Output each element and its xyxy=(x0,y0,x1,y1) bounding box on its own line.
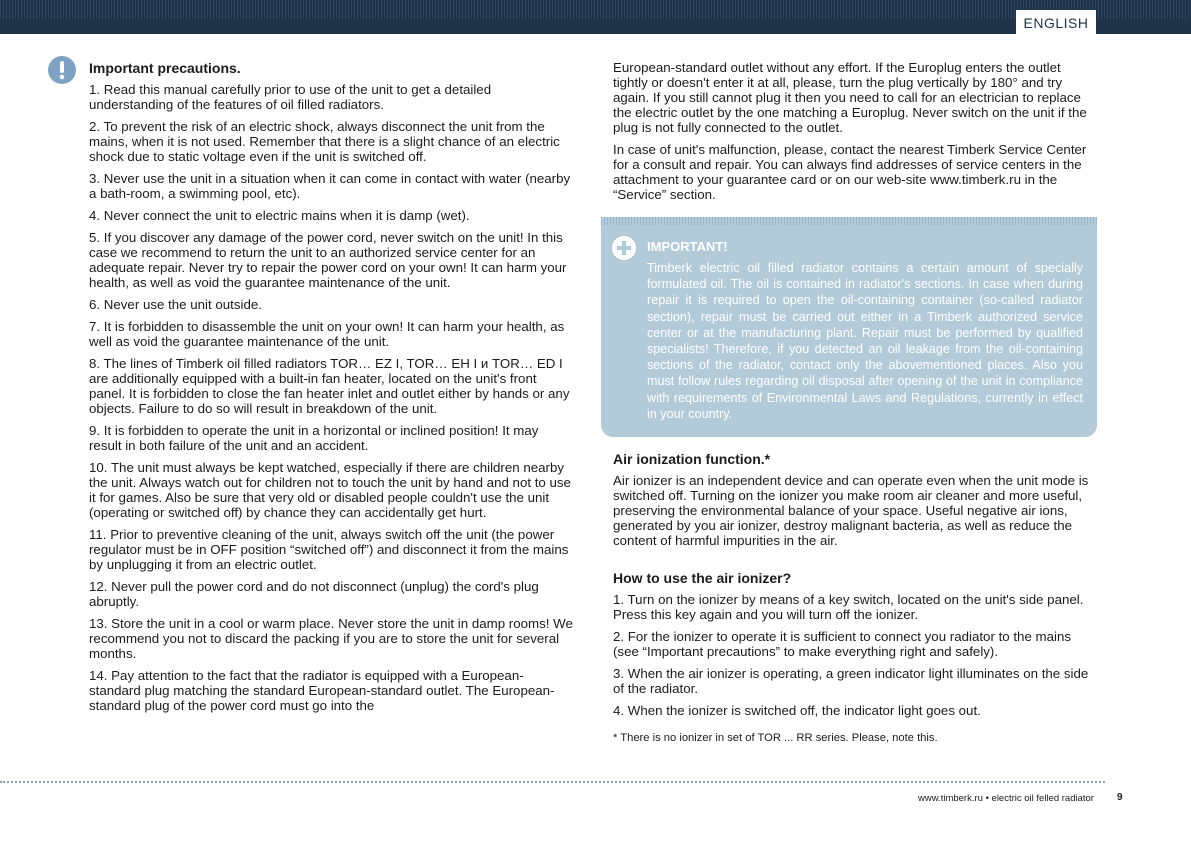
precaution-item: 7. It is forbidden to disassemble the unit on your own! It can harm your health, as well as void the guarantee maintenance of the unit. xyxy=(89,319,565,349)
precaution-item: 13. Store the unit in a cool or warm place. Never store the unit in damp rooms! We recommend you not to discard the packing if you are to store the unit for several months. xyxy=(89,616,573,661)
precaution-item: 6. Never use the unit outside. xyxy=(89,297,262,312)
howto-heading: How to use the air ionizer? xyxy=(613,570,792,586)
header-bar xyxy=(0,0,1191,34)
precaution-item: 5. If you discover any damage of the power cord, never switch on the unit! In this case we recommend to return the unit to an authorized service center for an adequate repair. Never try to repair the power cord on your own! It can harm your health, as well as void the guarantee maintenance of the unit. xyxy=(89,230,567,290)
precaution-item: 11. Prior to preventive cleaning of the unit, always switch off the unit (the power regulator must be in OFF position “switched off”) and disconnect it from the mains by unplugging it from an electric outlet. xyxy=(89,527,569,572)
right-column-top xyxy=(613,60,1091,209)
howto-item: 1. Turn on the ionizer by means of a key switch, located on the unit's side panel. Press this key again and you will turn off the ionizer. xyxy=(613,592,1084,622)
precaution-item: 8. The lines of Timberk oil filled radiators TOR… EZ I, TOR… EH I и TOR… ED I are additionally equipped with a built-in fan heater, located on the unit's front panel. It is forbidden to close the fan heater inlet and outlet either by hands or any objects. Failure to do so will result in breakdown of the unit. xyxy=(89,356,570,416)
precaution-item: 2. To prevent the risk of an electric shock, always disconnect the unit from the mains, when it is not used. Remember that there is a slight chance of an electric shock due to static voltage even if the unit is switched off. xyxy=(89,119,560,164)
important-box xyxy=(601,217,1097,437)
exclamation-icon xyxy=(48,56,76,84)
footer-text: www.timberk.ru • electric oil felled radiator xyxy=(918,793,1094,804)
precaution-item: 10. The unit must always be kept watched, especially if there are children nearby the unit. Always watch out for children not to touch the unit by hand and not to use it for games. Also be sure that very old or disabled people couldn't use the unit (operating or switched off) by chance they can accidentally get hurt. xyxy=(89,460,571,520)
malfunction-paragraph: In case of unit's malfunction, please, contact the nearest Timberk Service Center for a consult and repair. You can always find addresses of service centers in the attachment to your guarantee card or on our web-site www.timberk.ru in the “Service” section. xyxy=(613,142,1087,202)
ionization-heading: Air ionization function.* xyxy=(613,451,771,467)
ionization-paragraph: Air ionizer is an independent device and can operate even when the unit mode is switched off. Turning on the ionizer you make room air cleaner and more useful, preserving the environmental balance of your space. Useful negative air ions, generated by you air ionizer, destroy malignant bacteria, as well as reduce the content of harmful impurities in the air. xyxy=(613,473,1089,548)
precaution-item: 4. Never connect the unit to electric mains when it is damp (wet). xyxy=(89,208,470,223)
howto-item: 4. When the ionizer is switched off, the indicator light goes out. xyxy=(613,703,981,718)
page-number: 9 xyxy=(1117,792,1123,803)
important-title: IMPORTANT! xyxy=(647,239,728,254)
footnote: * There is no ionizer in set of TOR ... RR series. Please, note this. xyxy=(613,732,938,744)
important-box-stripes xyxy=(601,217,1097,225)
precaution-item: 3. Never use the unit in a situation when it can come in contact with water (nearby a bath-room, a swimming pool, etc). xyxy=(89,171,571,201)
right-column-bottom xyxy=(613,451,1091,744)
precautions-heading: Important precautions. xyxy=(89,60,241,76)
howto-item: 3. When the air ionizer is operating, a green indicator light illuminates on the side of the radiator. xyxy=(613,666,1089,696)
plus-icon xyxy=(612,236,636,260)
language-label: ENGLISH xyxy=(1016,10,1096,36)
howto-item: 2. For the ionizer to operate it is sufficient to connect you radiator to the mains (see “Important precautions” to make everything right and safely). xyxy=(613,629,1072,659)
continued-paragraph: European-standard outlet without any effort. If the Europlug enters the outlet tightly or doesn't enter it at all, please, turn the plug vertically by 180° and try again. If you still cannot plug it then you need to call for an electrician to replace the electric outlet by the one matching a Europlug. Never switch on the unit if the plug is not fully connected to the outlet. xyxy=(613,60,1087,135)
dotted-divider xyxy=(0,781,1105,783)
precaution-item: 1. Read this manual carefully prior to use of the unit to get a detailed understanding of the features of oil filled radiators. xyxy=(89,82,492,112)
precaution-item: 9. It is forbidden to operate the unit in a horizontal or inclined position! It may result in both failure of the unit and an accident. xyxy=(89,423,539,453)
left-column xyxy=(89,60,573,720)
important-text: Timberk electric oil filled radiator contains a certain amount of specially formulated oil. The oil is contained in radiator's sections. In case when during repair it is required to open the oil-containing container (so-called radiator section), repair must be carried out either in a Timberk authorized service center or at the manufacturing plant. Repair must be performed by qualified specialists! Therefore, if you detected an oil leakage from the oil-containing sections of the radiator, contact only the abovementioned places. Also you must follow rules regarding oil disposal after opening of the unit in compliance with requirements of Environmental Laws and Regulations, currently in effect in your country. xyxy=(647,261,1083,421)
precaution-item: 14. Pay attention to the fact that the radiator is equipped with a European-standard plug matching the standard European-standard outlet. The European-standard plug of the power cord must go into the xyxy=(89,668,555,713)
header-stripes xyxy=(0,0,1191,19)
precaution-item: 12. Never pull the power cord and do not disconnect (unplug) the cord's plug abruptly. xyxy=(89,579,539,609)
